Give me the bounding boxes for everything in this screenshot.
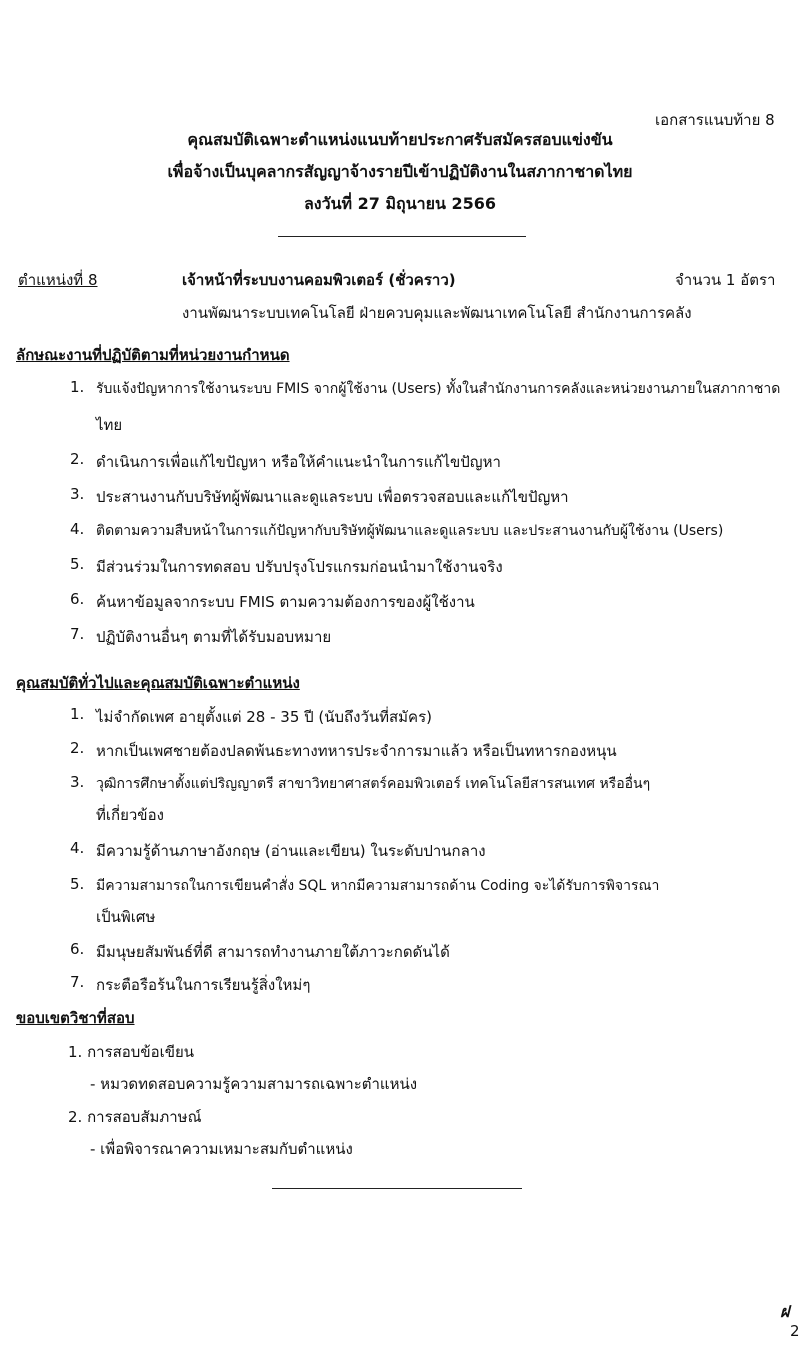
qualifications-heading: คุณสมบัติทั่วไปและคุณสมบัติเฉพาะตำแหน่ง [16,674,300,692]
position-label: ตำแหน่งที่ 8 [18,271,98,289]
header-line-2: เพื่อจ้างเป็นบุคลากรสัญญาจ้างรายปีเข้าปฏิบัติงานในสภากาชาดไทย [167,162,633,181]
exam-scope-heading: ขอบเขตวิชาที่สอบ [16,1009,135,1027]
page-number: 2 [790,1322,800,1340]
header-divider [278,236,526,237]
duties-heading: ลักษณะงานที่ปฏิบัติตามที่หน่วยงานกำหนด [16,346,290,364]
position-unit: งานพัฒนาระบบเทคโนโลยี ฝ่ายควบคุมและพัฒนาเทคโนโลยี สำนักงานการคลัง [182,304,692,322]
footer-divider [272,1188,522,1189]
exam-item-interview-detail: - เพื่อพิจารณาความเหมาะสมกับตำแหน่ง [90,1140,353,1158]
signature-mark: ฝ [780,1302,790,1321]
attachment-label: เอกสารแนบท้าย 8 [655,111,775,129]
position-quota: จำนวน 1 อัตรา [675,271,776,289]
exam-item-interview: 2. การสอบสัมภาษณ์ [68,1108,202,1126]
header-date: ลงวันที่ 27 มิถุนายน 2566 [303,194,497,213]
exam-item-written: 1. การสอบข้อเขียน [68,1043,195,1061]
exam-item-written-detail: - หมวดทดสอบความรู้ความสามารถเฉพาะตำแหน่ง [90,1075,418,1093]
header-line-1: คุณสมบัติเฉพาะตำแหน่งแนบท้ายประกาศรับสมัครสอบแข่งขัน [187,130,613,149]
position-title: เจ้าหน้าที่ระบบงานคอมพิวเตอร์ (ชั่วคราว) [182,271,456,289]
